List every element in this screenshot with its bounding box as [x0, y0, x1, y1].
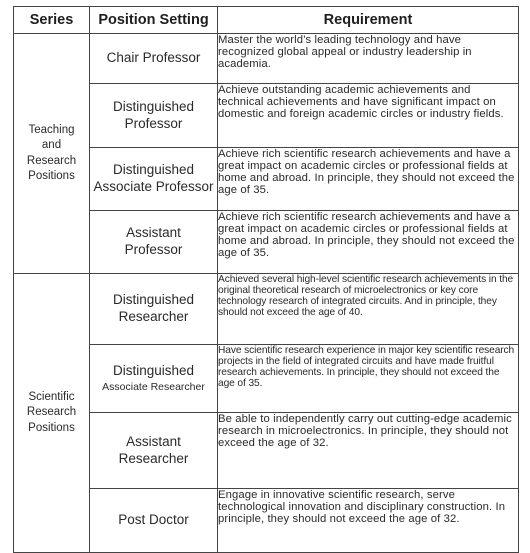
position-distinguished-professor: [90, 84, 218, 148]
series-line: Positions: [28, 421, 75, 434]
position-label: Assistant: [126, 433, 181, 449]
series-line: Research: [26, 406, 77, 419]
position-label: Professor: [124, 242, 183, 257]
requirement-text: Master the world’s leading technology and have recognized global appeal or industry leadership in academia.: [218, 34, 519, 84]
requirement-text: Engage in innovative scientific research, serve technological innovation and disciplinary construction. In principle, they should not exceed the age of 32.: [218, 489, 519, 553]
position-post-doctor: [90, 489, 218, 553]
position-distinguished-researcher: [90, 274, 218, 345]
position-label: Distinguished: [112, 162, 195, 178]
position-label: Distinguished: [112, 362, 195, 378]
table-row: [14, 148, 519, 211]
series-teaching-research: [14, 34, 90, 274]
position-chair-professor: [90, 34, 218, 84]
table-row: [14, 274, 519, 345]
requirements-table: [13, 6, 519, 553]
table-row: [14, 34, 519, 84]
position-label: Researcher: [118, 309, 189, 324]
table-row: [14, 345, 519, 413]
position-label: Distinguished: [112, 292, 195, 308]
position-distinguished-associate-professor: [90, 148, 218, 211]
position-label: Distinguished: [112, 98, 195, 114]
header-position-setting: Position Setting: [90, 7, 218, 34]
position-label: Associate Researcher: [102, 381, 205, 394]
series-line: Positions: [28, 169, 75, 182]
position-label: Assistant: [126, 225, 181, 241]
position-label: Chair Professor: [106, 50, 201, 66]
series-line: Teaching: [28, 124, 75, 137]
position-assistant-professor: [90, 211, 218, 274]
position-label: Researcher: [118, 450, 189, 466]
position-distinguished-associate-researcher: [90, 345, 218, 413]
position-assistant-researcher: [90, 413, 218, 489]
header-row: [14, 7, 519, 34]
table-row: [14, 84, 519, 148]
table-row: [14, 413, 519, 489]
requirement-text: Have scientific research experience in major key scientific research projects in the field of integrated circuits and have made fruitful research achievements. In principle, they should not exceed the age of 35.: [218, 345, 519, 413]
requirement-text: Achieve rich scientific research achievements and have a great impact on academic circles or professional fields at home and abroad. In principle, they should not exceed the age of 35.: [218, 211, 519, 274]
position-label: Post Doctor: [118, 512, 189, 528]
series-scientific-research: [14, 274, 90, 553]
requirement-text: Achieve outstanding academic achievements and technical achievements and have significant impact on domestic and foreign academic circles or industry fields.: [218, 84, 519, 148]
table-row: [14, 211, 519, 274]
series-line: Research: [26, 154, 77, 167]
requirement-text: Achieved several high-level scientific research achievements in the original theoretical research of microelectronics or key core technology research of integrated circuits. And in principle, they should not exceed the age of 40.: [218, 274, 519, 345]
requirement-text: Be able to independently carry out cutting-edge academic research in microelectronics. In principle, they should not exceed the age of 32.: [218, 413, 519, 489]
table-row: [14, 489, 519, 553]
position-label: Professor: [124, 115, 183, 131]
requirement-text: Achieve rich scientific research achievements and have a great impact on academic circles or professional fields at home and abroad. In principle, they should not exceed the age of 35.: [218, 148, 519, 211]
header-requirement: Requirement: [218, 7, 519, 34]
position-label: Associate Professor: [93, 179, 214, 194]
series-line: Scientific: [28, 391, 75, 404]
series-line: and: [41, 139, 62, 152]
header-series: Series: [14, 7, 90, 34]
